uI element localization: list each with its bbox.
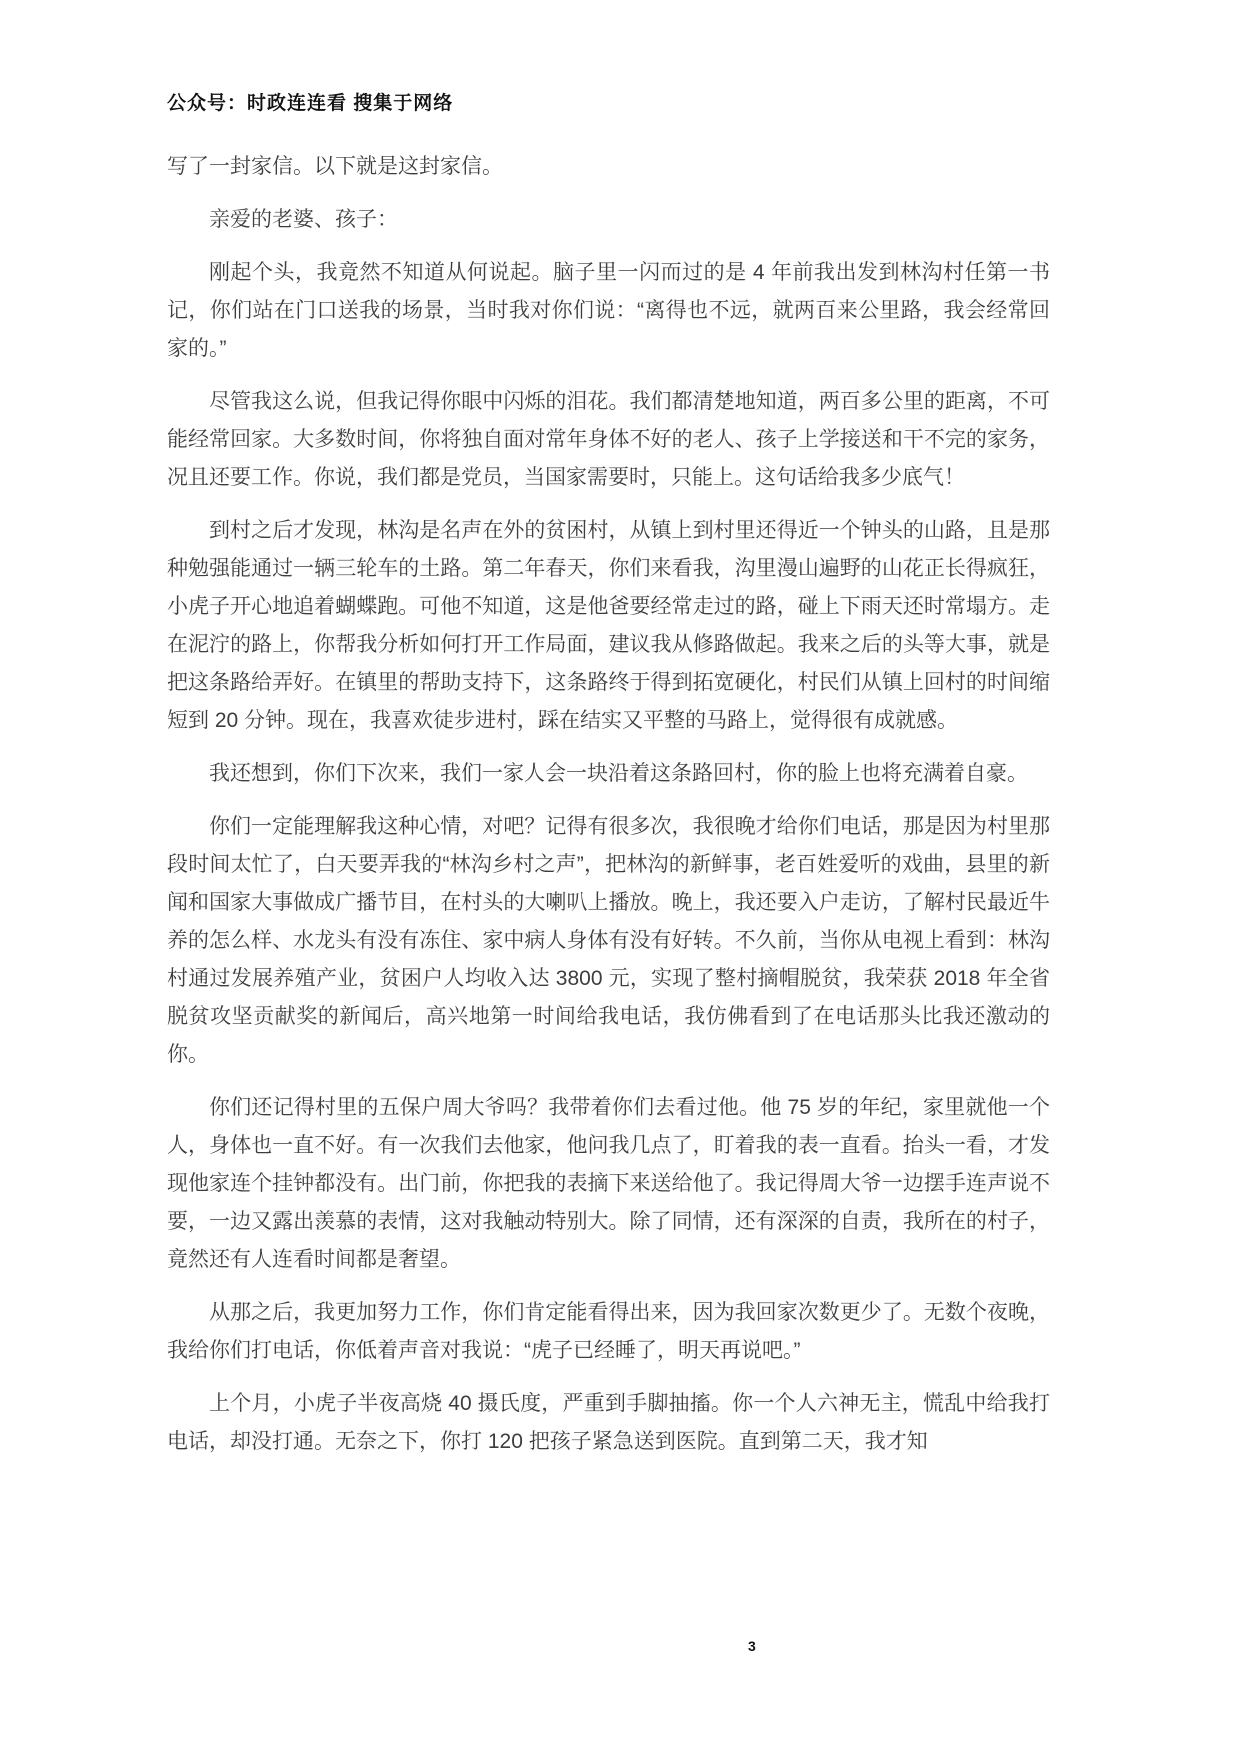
paragraph: 尽管我这么说，但我记得你眼中闪烁的泪花。我们都清楚地知道，两百多公里的距离，不可能经常回家。大多数时间，你将独自面对常年身体不好的老人、孩子上学接送和干不完的家务，况且还要工作。你说，我们都是党员，当国家需要时，只能上。这句话给我多少底气！ (167, 390, 1050, 489)
watermark-header: 公众号：时政连连看 搜集于网络 (167, 93, 454, 114)
paragraph: 我还想到，你们下次来，我们一家人会一块沿着这条路回村，你的脸上也将充满着自豪。 (209, 762, 1028, 785)
paragraph: 你们还记得村里的五保户周大爷吗？我带着你们去看过他。他 75 岁的年纪，家里就他一个人，身体也一直不好。有一次我们去他家，他问我几点了，盯着我的表一直看。抬头一看，才发现他家连个挂钟都没有。出门前，你把我的表摘下来送给他了。我记得周大爷一边摆手连声说不要，一边又露出羡慕的表情，这对我触动特别大。除了同情，还有深深的自责，我所在的村子，竟然还有人连看时间都是奢望。 (167, 1096, 1050, 1271)
letter-body (167, 148, 1050, 1476)
paragraph: 从那之后，我更加努力工作，你们肯定能看得出来，因为我回家次数更少了。无数个夜晚，我给你们打电话，你低着声音对我说：“虎子已经睡了，明天再说吧。” (167, 1301, 1050, 1362)
paragraph-salutation: 亲爱的老婆、孩子： (209, 208, 398, 231)
page-number: 3 (748, 1638, 756, 1654)
paragraph: 上个月，小虎子半夜高烧 40 摄氏度，严重到手脚抽搐。你一个人六神无主，慌乱中给我打电话，却没打通。无奈之下，你打 120 把孩子紧急送到医院。直到第二天，我才知 (167, 1392, 1050, 1453)
paragraph: 到村之后才发现，林沟是名声在外的贫困村，从镇上到村里还得近一个钟头的山路，且是那种勉强能通过一辆三轮车的土路。第二年春天，你们来看我，沟里漫山遍野的山花正长得疯狂，小虎子开心地追着蝴蝶跑。可他不知道，这是他爸要经常走过的路，碰上下雨天还时常塌方。走在泥泞的路上，你帮我分析如何打开工作局面，建议我从修路做起。我来之后的头等大事，就是把这条路给弄好。在镇里的帮助支持下，这条路终于得到拓宽硬化，村民们从镇上回村的时间缩短到 20 分钟。现在，我喜欢徒步进村，踩在结实又平整的马路上，觉得很有成就感。 (167, 519, 1050, 732)
paragraph: 刚起个头，我竟然不知道从何说起。脑子里一闪而过的是 4 年前我出发到林沟村任第一书记，你们站在门口送我的场景，当时我对你们说：“离得也不远，就两百来公里路，我会经常回家的。” (167, 261, 1050, 360)
paragraph: 你们一定能理解我这种心情，对吧？记得有很多次，我很晚才给你们电话，那是因为村里那段时间太忙了，白天要弄我的“林沟乡村之声”，把林沟的新鲜事，老百姓爱听的戏曲，县里的新闻和国家大事做成广播节目，在村头的大喇叭上播放。晚上，我还要入户走访，了解村民最近牛养的怎么样、水龙头有没有冻住、家中病人身体有没有好转。不久前，当你从电视上看到：林沟村通过发展养殖产业，贫困户人均收入达 3800 元，实现了整村摘帽脱贫，我荣获 2018 年全省脱贫攻坚贡献奖的新闻后，高兴地第一时间给我电话，我仿佛看到了在电话那头比我还激动的你。 (167, 815, 1050, 1066)
paragraph: 写了一封家信。以下就是这封家信。 (167, 155, 503, 178)
